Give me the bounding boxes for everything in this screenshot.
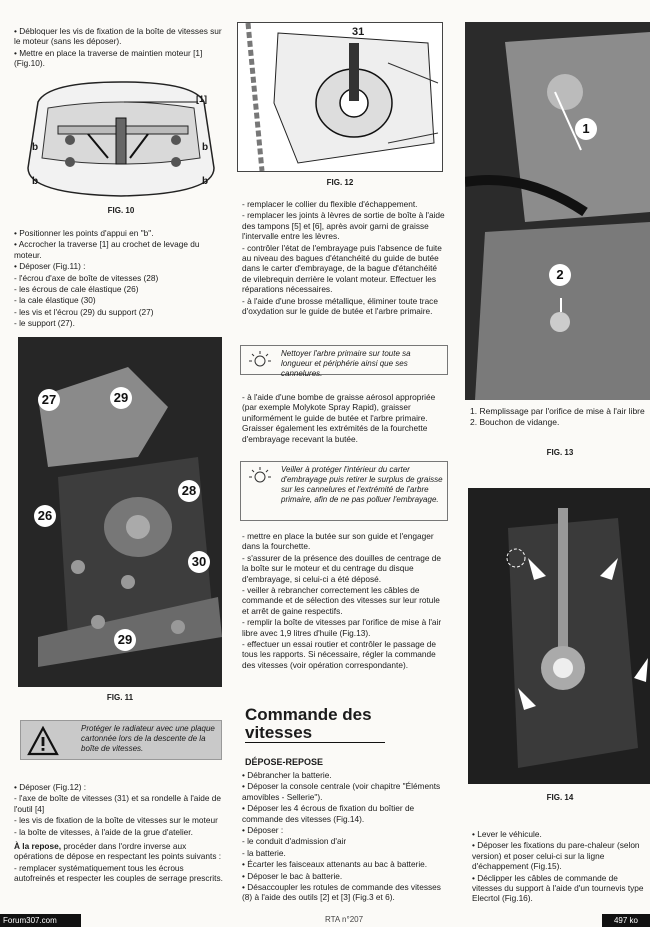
step-line: • Positionner les points d'appui en "b".	[14, 228, 154, 238]
depose-line: • Déposer (Fig.12) :	[14, 782, 87, 792]
figure-11-callout: 26	[34, 505, 56, 527]
text-line: - la batterie.	[242, 847, 286, 858]
figure-13-callout: 1	[575, 118, 597, 140]
lightbulb-icon	[247, 351, 273, 373]
col1-steps	[14, 228, 226, 330]
legend-line: 2. Bouchon de vidange.	[470, 417, 560, 428]
figure-10-label-b: b	[32, 176, 39, 187]
footer-right: 497 ko	[602, 914, 650, 927]
text-line: - à l'aide d'une bombe de graisse aérosol appropriée (par exemple Molykote Spray Rapid), graisser uniformément le guide de butée et l'arbre primaire. Graisser également les extrémités de la fourchette d'embrayage recevant la butée.	[242, 392, 436, 444]
depose-line: - les vis de fixation de la boîte de vitesses sur le moteur	[14, 815, 218, 826]
figure-13-legend	[470, 406, 650, 429]
text-line: - remplacer les joints à lèvres de sortie de boîte à l'aide des tampons [5] et [6], après avoir garni de graisse l'intervalle entre les lèvres.	[242, 210, 445, 242]
col3-text	[472, 829, 650, 905]
lightbulb-icon	[247, 467, 273, 489]
figure-13-photo	[465, 22, 650, 400]
figure-10-label-b: b	[202, 176, 209, 187]
figure-10-drawing	[18, 78, 224, 202]
figure-12-label: 31	[352, 26, 365, 38]
text-line: - contrôler l'état de l'embrayage puis l'absence de fuite au niveau des bagues d'étanchéité du guide de butée dans le carter d'embrayage, de la bague d'étanchéité de vilebrequin derrière le volant moteur. Effectuer les réparations nécessaires.	[242, 242, 442, 295]
text-line: • Déposer les fixations du pare-chaleur (selon version) et poser celui-ci sur la ligne d'échappement (Fig.15).	[472, 840, 640, 872]
text-line: - effectuer un essai routier et contrôler le passage de tous les rapports. Si nécessaire, régler la commande des vitesses (voir opération correspondante).	[242, 639, 437, 670]
section-title: Commande des vitesses	[245, 706, 385, 743]
warning-text: Protéger le radiateur avec une plaque cartonnée lors de la descente de la boîte de vitesses.	[81, 724, 215, 753]
text-line: • Désaccoupler les rotules de commande des vitesses (8) à l'aide des outils [2] et [3] (Fig.3 et 6).	[242, 882, 441, 903]
text-line: • Écarter les faisceaux attenants au bac à batterie.	[242, 859, 428, 870]
text-line: - veiller à rebrancher correctement les câbles de commande et de sélection des vitesses sur leur rotule et arrêt de gaine respectifs.	[242, 585, 440, 616]
repose-paragraph	[14, 841, 226, 862]
figure-13-drawing	[465, 22, 650, 400]
figure-10-caption: FIG. 10	[107, 206, 135, 215]
note-2-text: Veiller à protéger l'intérieur du carter d'embrayage puis retirer le surplus de graisse sur les cannelures et l'extrémité de l'arbre primaire, afin de ne pas polluer l'embrayage.	[281, 465, 443, 504]
figure-14-drawing	[468, 488, 650, 784]
col1-intro	[14, 26, 226, 70]
text-line: - remplir la boîte de vitesses par l'orifice de mise à l'air libre avec 1,9 litres d'huile (Fig.13).	[242, 617, 442, 638]
col2-text4	[242, 770, 448, 904]
figure-11-callout: 28	[178, 480, 200, 502]
text-line: - le conduit d'admission d'air	[242, 836, 347, 847]
step-line: • Déposer (Fig.11) :	[14, 261, 86, 272]
step-line: - les vis et l'écrou (29) du support (27)	[14, 306, 154, 317]
figure-10-label-b: b	[32, 142, 39, 153]
figure-14-caption: FIG. 14	[546, 793, 574, 802]
figure-11-callout: 29	[110, 387, 132, 409]
step-line: - l'écrou d'axe de boîte de vitesses (28)	[14, 272, 159, 283]
footer-center: RTA n°207	[325, 915, 364, 924]
figure-11-photo	[18, 337, 222, 687]
figure-11-caption: FIG. 11	[106, 693, 134, 702]
legend-line: 1. Remplissage par l'orifice de mise à l'air libre	[470, 406, 645, 416]
step-line: • Accrocher la traverse [1] au crochet de levage du moteur.	[14, 239, 200, 260]
repose-rest: procéder dans l'ordre inverse aux opérations de dépose en respectant les points suivants :	[14, 841, 222, 862]
col2-text1	[242, 199, 448, 317]
figure-11-callout: 29	[114, 629, 136, 651]
step-line: - les écrous de cale élastique (26)	[14, 284, 139, 295]
depose-line: - la boîte de vitesses, à l'aide de la grue d'atelier.	[14, 826, 193, 837]
text-line: • Déposer les 4 écrous de fixation du boîtier de commande des vitesses (Fig.14).	[242, 803, 415, 824]
note-box-1	[240, 345, 448, 378]
step-line: - la cale élastique (30)	[14, 295, 96, 306]
col1-depose	[14, 782, 226, 885]
figure-14-photo	[468, 488, 650, 784]
figure-13-caption: FIG. 13	[546, 448, 574, 457]
figure-12	[237, 22, 443, 172]
text-line: • Déposer :	[242, 825, 284, 836]
text-line: - remplacer le collier du flexible d'échappement.	[242, 199, 418, 209]
figure-12-caption: FIG. 12	[326, 178, 354, 187]
depose-line: - l'axe de boîte de vitesses (31) et sa rondelle à l'aide de l'outil [4]	[14, 793, 222, 814]
figure-10	[18, 78, 224, 202]
text-line: • Lever le véhicule.	[472, 829, 542, 839]
figure-11-callout: 30	[188, 551, 210, 573]
text-line: - s'assurer de la présence des douilles de centrage de la boîte sur le moteur et du centrage du disque d'embrayage, si celui-ci a été déposé.	[242, 552, 441, 584]
figure-10-label-b: b	[202, 142, 209, 153]
text-line: • Débrancher la batterie.	[242, 770, 332, 780]
text-line: • Déclipper les câbles de commande de vitesses du support à l'aide d'un tournevis type Elecrtol (Fig.16).	[472, 872, 644, 904]
text-line: • Déposer la console centrale (voir chapitre "Éléments amovibles - Sellerie").	[242, 781, 441, 802]
repose-lead: À la repose,	[14, 841, 62, 852]
footer-left: Forum307.com	[0, 914, 81, 927]
warning-box	[20, 720, 222, 760]
subhead-depose-repose: DÉPOSE-REPOSE	[245, 757, 324, 767]
note-1-text: Nettoyer l'arbre primaire sur toute sa longueur et périphérie ainsi que ses cannelures.	[281, 349, 411, 378]
text-line: • Déposer le bac à batterie.	[242, 870, 343, 881]
step-line: - le support (27).	[14, 318, 75, 329]
warning-icon	[27, 726, 59, 756]
text-line: - à l'aide d'une brosse métallique, éliminer toute trace d'oxydation sur le guide de butée et l'arbre primaire.	[242, 295, 438, 317]
col2-text2	[242, 392, 448, 445]
figure-13-callout: 2	[549, 264, 571, 286]
repose-line: - remplacer systématiquement tous les écrous autofreinés et respecter les couples de serrage prescrits.	[14, 862, 223, 884]
intro-line: • Débloquer les vis de fixation de la boîte de vitesses sur le moteur (sans les déposer).	[14, 26, 222, 47]
figure-10-label-1: [1]	[196, 94, 207, 104]
note-box-2	[240, 461, 448, 521]
figure-12-drawing	[238, 23, 442, 171]
col2-text3	[242, 531, 448, 671]
figure-11-callout: 27	[38, 389, 60, 411]
intro-line: • Mettre en place la traverse de maintien moteur [1] (Fig.10).	[14, 47, 203, 69]
text-line: - mettre en place la butée sur son guide et l'engager dans la fourchette.	[242, 531, 434, 552]
